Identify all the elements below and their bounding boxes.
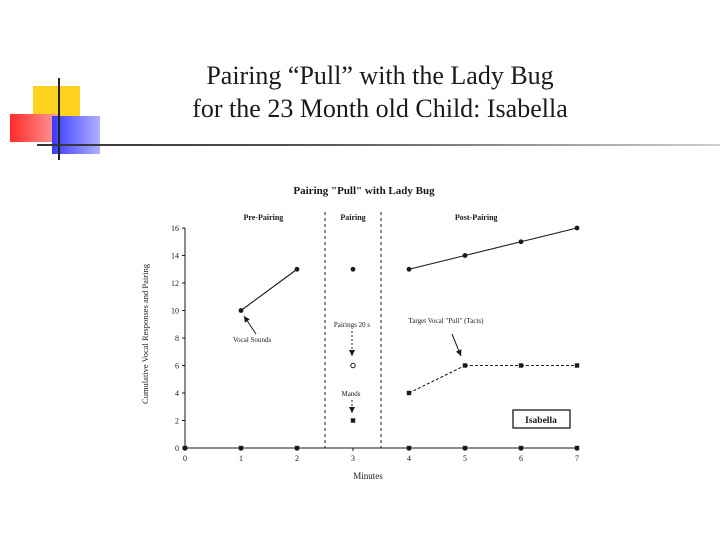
data-point-vocal (463, 253, 468, 258)
data-point-pairings (351, 363, 355, 367)
data-point-tacts (575, 363, 579, 367)
data-point-tacts (519, 363, 523, 367)
annotation-arrow-head (349, 407, 355, 413)
data-point-vocal (575, 226, 580, 231)
slide-title-line-1: Pairing “Pull” with the Lady Bug (206, 61, 554, 90)
y-tick-label: 2 (175, 416, 179, 426)
data-point-mands (183, 446, 187, 450)
y-tick-label: 14 (171, 251, 179, 261)
x-tick-label: 5 (463, 454, 467, 463)
x-tick-label: 1 (239, 454, 243, 463)
annotation-mands: Mands (341, 390, 361, 398)
data-point-vocal (351, 267, 356, 272)
series-line-vocal (241, 269, 297, 310)
annotation-target-vocal: Target Vocal "Pull" (Tacts) (408, 317, 484, 325)
series-line-vocal (409, 256, 465, 270)
y-tick-label: 16 (171, 224, 179, 233)
annotation-arrow-head (244, 316, 250, 323)
y-tick-label: 6 (175, 361, 179, 371)
y-tick-label: 10 (171, 306, 179, 316)
annotation-vocal-sounds: Vocal Sounds (233, 336, 272, 344)
series-line-tacts (409, 366, 465, 394)
series-line-vocal (521, 228, 577, 242)
data-point-mands (575, 446, 579, 450)
data-point-vocal (295, 267, 300, 272)
x-tick-label: 2 (295, 454, 299, 463)
x-axis-label: Minutes (353, 471, 383, 481)
participant-label: Isabella (525, 416, 557, 426)
data-point-mands (463, 446, 467, 450)
y-tick-label: 4 (175, 389, 179, 398)
data-point-mands (519, 446, 523, 450)
annotation-arrow-head (349, 350, 355, 356)
annotation-pairings-20s: Pairings 20 s (333, 321, 371, 329)
data-point-mands (295, 446, 299, 450)
y-tick-label: 0 (175, 444, 179, 453)
data-point-vocal (239, 308, 244, 313)
data-point-tacts (407, 391, 411, 395)
data-point-mands (239, 446, 243, 450)
y-tick-label: 12 (171, 279, 179, 288)
phase-label: Pre-Pairing (243, 213, 284, 222)
phase-label: Post-Pairing (454, 213, 498, 222)
x-tick-label: 4 (407, 454, 411, 463)
y-tick-label: 8 (175, 334, 179, 343)
x-tick-label: 0 (183, 454, 187, 463)
x-tick-label: 7 (575, 454, 579, 463)
data-point-mands (351, 418, 355, 422)
y-axis-label: Cumulative Vocal Responses and Pairing (140, 264, 150, 404)
data-point-mands (407, 446, 411, 450)
x-tick-label: 3 (351, 454, 355, 463)
data-point-vocal (519, 239, 524, 244)
series-line-vocal (465, 242, 521, 256)
chart-title: Pairing "Pull" with Lady Bug (293, 185, 435, 197)
slide-title-line-2: for the 23 Month old Child: Isabella (192, 93, 568, 123)
data-point-tacts (463, 363, 467, 367)
x-tick-label: 6 (519, 454, 523, 463)
data-point-vocal (407, 267, 412, 272)
phase-label: Pairing (340, 213, 366, 222)
